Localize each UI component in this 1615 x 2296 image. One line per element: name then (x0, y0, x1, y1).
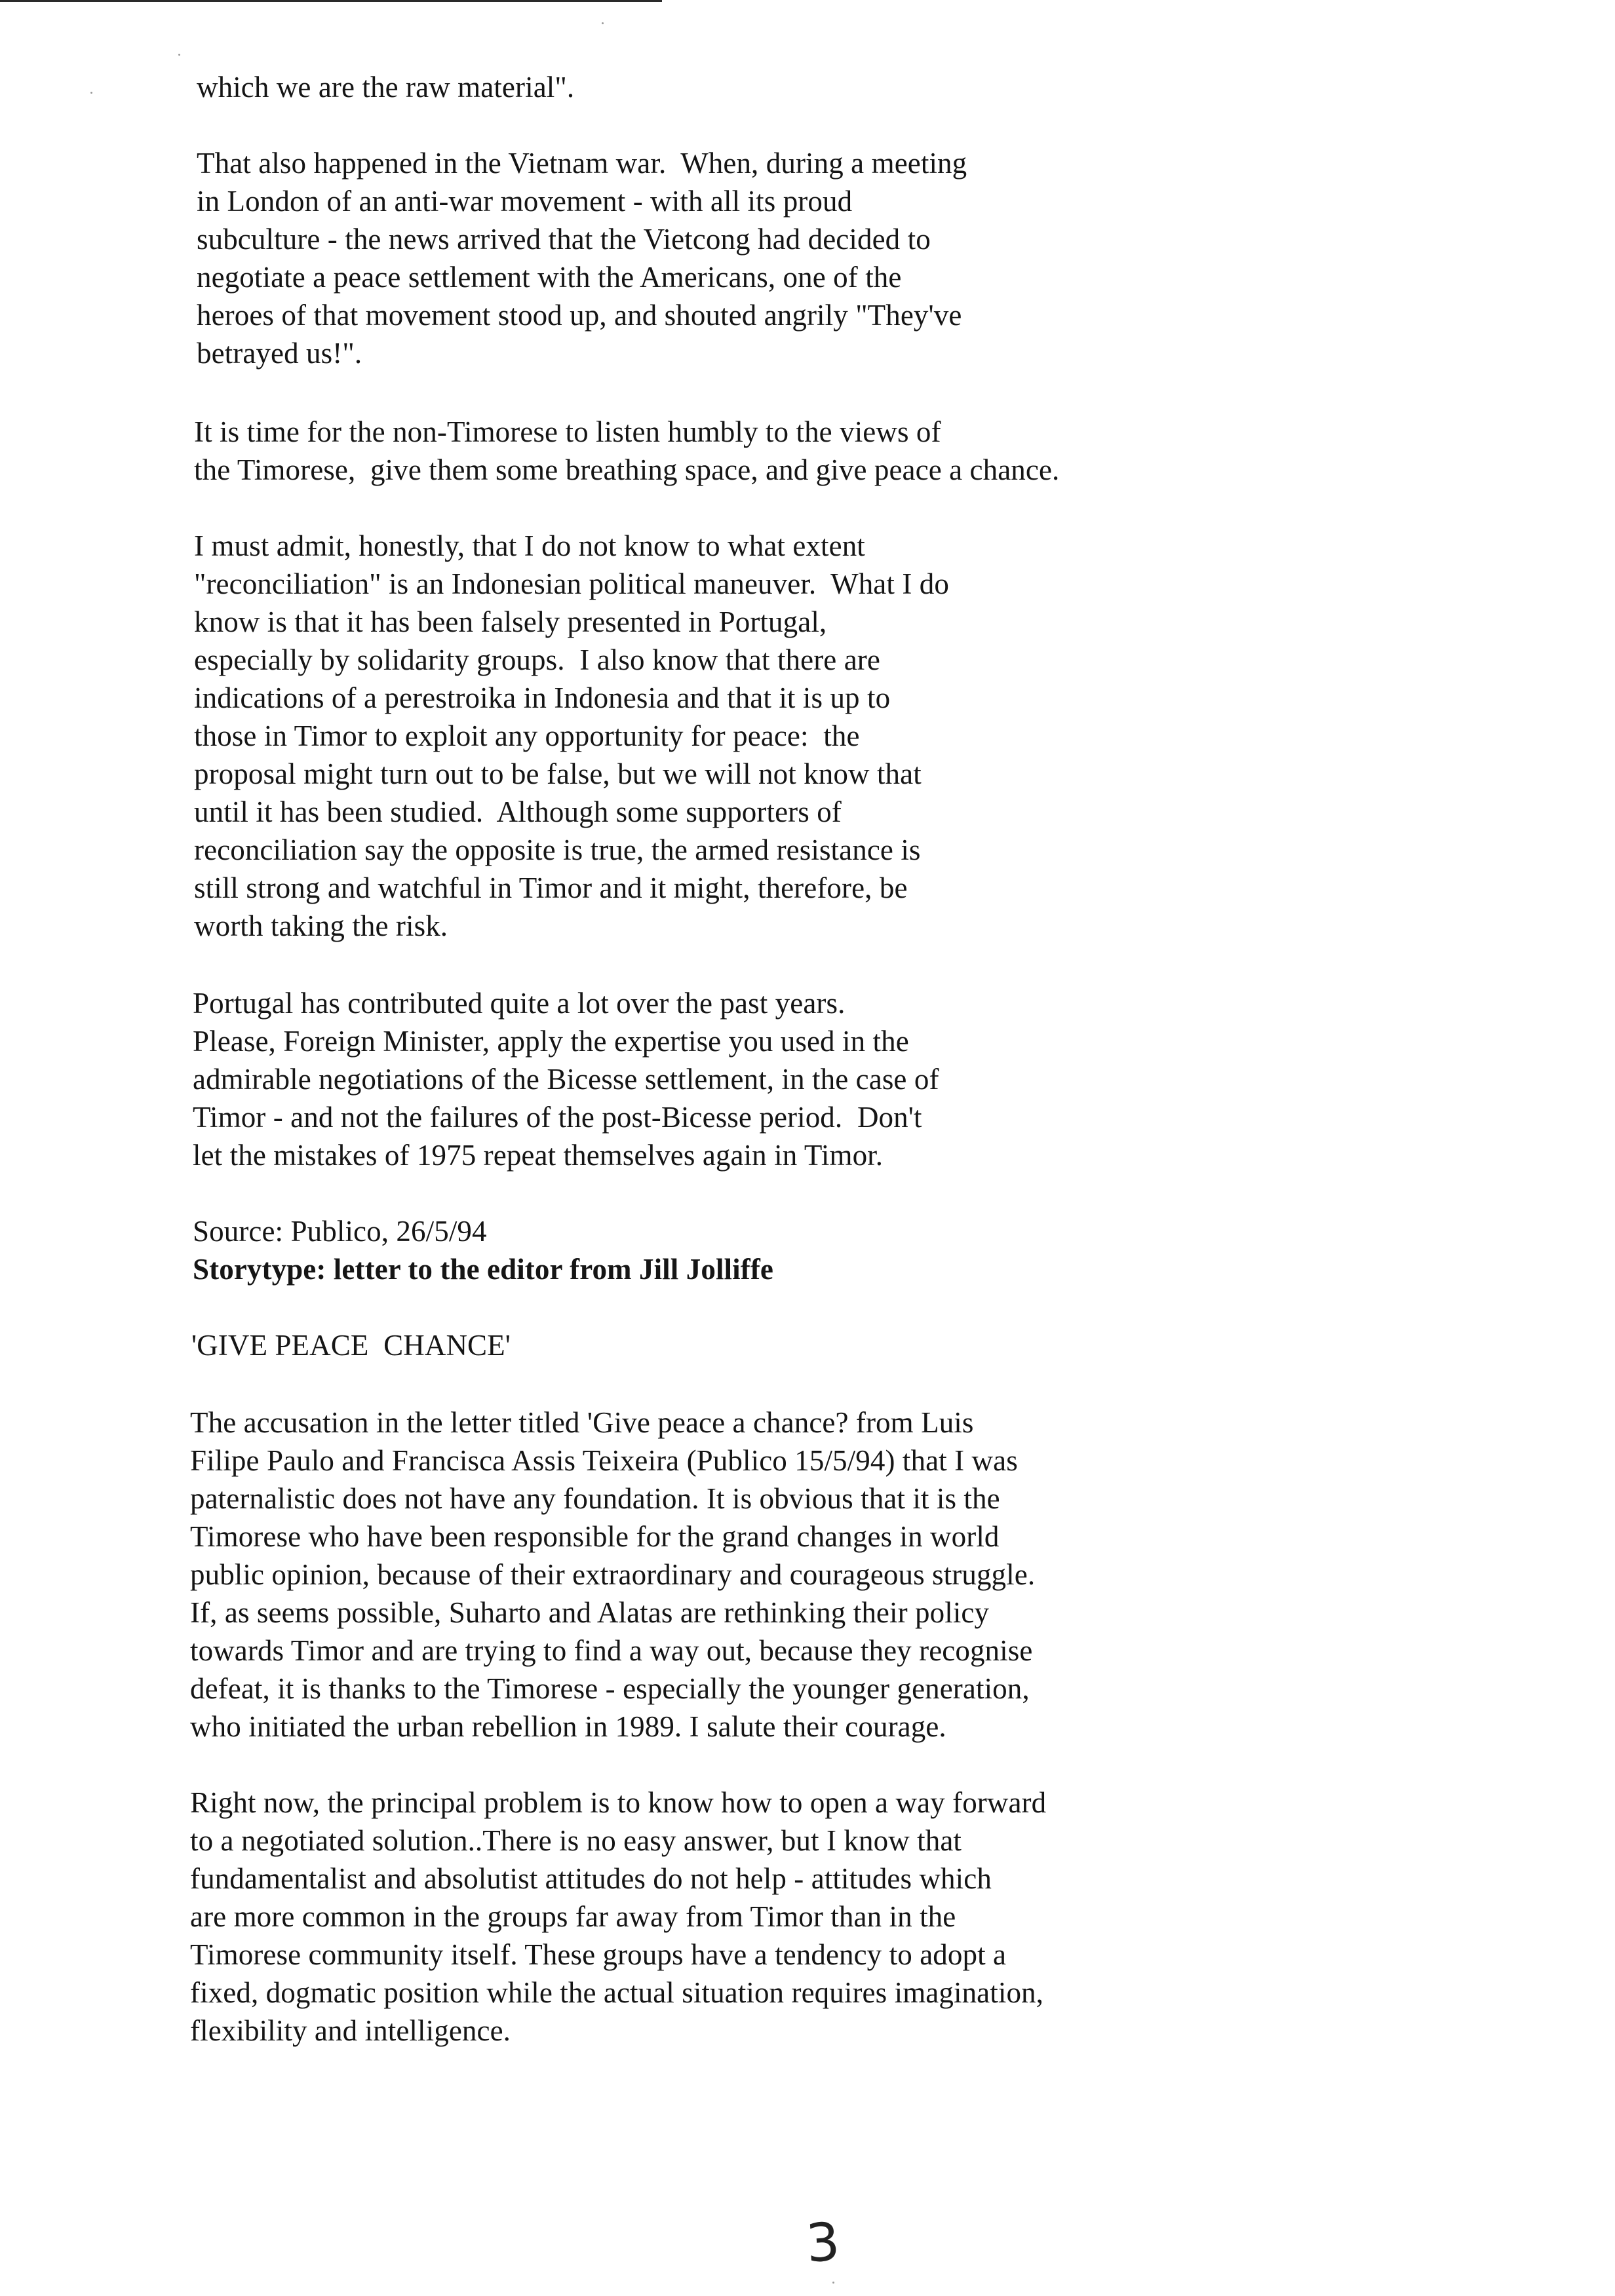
scan-speck (178, 54, 180, 56)
scan-speck (602, 22, 604, 24)
paragraph-right-now: Right now, the principal problem is to know how to open a way forward to a negotiated solution..There is no easy answer, but I know that fundamentalist and absolutist attitudes do not help - attitudes which are more common in the groups far away from Timor than in the Timorese community itself. These groups have a tendency to adopt a fixed, dogmatic position while the actual situation requires imagination, flexibility and intelligence. (190, 1786, 1047, 2047)
paragraph-portugal: Portugal has contributed quite a lot over the past years. Please, Foreign Minister, apply the expertise you used in the admirable negotiations of the Bicesse settlement, in the case of Timor - and not the failures of the post-Bicesse period. Don't let the mistakes of 1975 repeat themselves again in Timor. (193, 987, 939, 1172)
paragraph-accusation: The accusation in the letter titled 'Give peace a chance? from Luis Filipe Paulo and Francisca Assis Teixeira (Publico 15/5/94) that I was paternalistic does not have any foundation. It is obvious that it is the Timorese who have been responsible for the grand changes in world public opinion, because of their extraordinary and courageous struggle. If, as seems possible, Suharto and Alatas are rethinking their policy towards Timor and are trying to find a way out, because they recognise defeat, it is thanks to the Timorese - especially the younger generation, who initiated the urban rebellion in 1989. I salute their courage. (190, 1406, 1036, 1743)
paragraph-listen-humbly: It is time for the non-Timorese to listen humbly to the views of the Timorese, give them some breathing space, and give peace a chance. (194, 415, 1060, 486)
paragraph-raw-material: which we are the raw material". (197, 71, 575, 104)
scan-top-edge (0, 0, 662, 2)
headline: 'GIVE PEACE CHANCE' (191, 1329, 511, 1362)
handwritten-page-number: 3 (804, 2211, 842, 2274)
source-line: Source: Publico, 26/5/94 (193, 1215, 487, 1248)
scan-speck (832, 2282, 834, 2284)
scan-speck (90, 92, 92, 94)
paragraph-vietnam-war: That also happened in the Vietnam war. When, during a meeting in London of an anti-war movement - with all its proud subculture - the news arrived that the Vietcong had decided to negotiate a peace settlement with the Americans, one of the heroes of that movement stood up, and shouted angrily "They've betrayed us!". (197, 147, 967, 370)
storytype-line: Storytype: letter to the editor from Jill Jolliffe (193, 1253, 773, 1286)
paragraph-reconciliation: I must admit, honestly, that I do not know to what extent "reconciliation" is an Indonesian political maneuver. What I do know is that it has been falsely presented in Portugal, especially by solidarity groups. I also know that there are indications of a perestroika in Indonesia and that it is up to those in Timor to exploit any opportunity for peace: the proposal might turn out to be false, but we will not know that until it has been studied. Although some supporters of reconciliation say the opposite is true, the armed resistance is still strong and watchful in Timor and it might, therefore, be worth taking the risk. (194, 529, 949, 942)
